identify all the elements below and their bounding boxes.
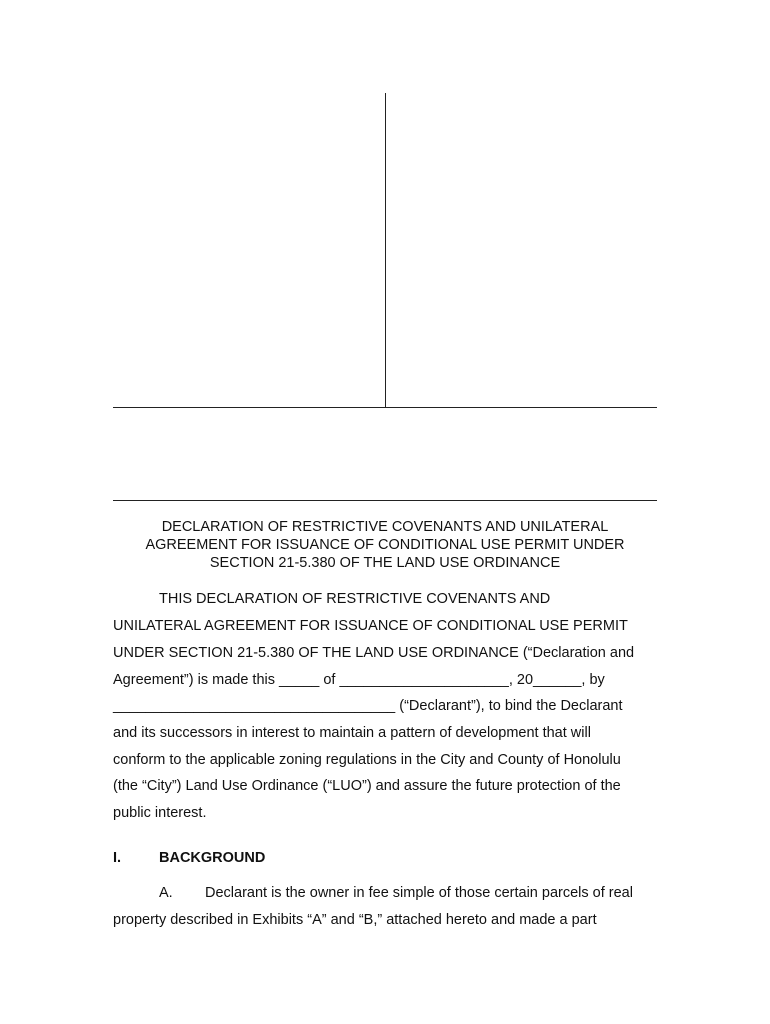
intro-line-1: THIS DECLARATION OF RESTRICTIVE COVENANTS AND [159, 591, 551, 607]
subsection-letter: A. [159, 885, 173, 901]
subsection-line-1: Declarant is the owner in fee simple of those certain parcels of real [205, 885, 633, 901]
intro-line-6: and its successors in interest to maintain a pattern of development that will [113, 725, 591, 741]
intro-line-4: Agreement”) is made this _____ of _____________________, 20______, by [113, 672, 605, 688]
intro-line-2: UNILATERAL AGREEMENT FOR ISSUANCE OF CONDITIONAL USE PERMIT [113, 618, 628, 634]
title-separator-line [113, 500, 657, 501]
title-line-1: DECLARATION OF RESTRICTIVE COVENANTS AND UNILATERAL [161, 519, 609, 535]
section-heading: BACKGROUND [159, 850, 266, 866]
recording-block-divider-vertical [385, 93, 386, 408]
intro-line-5: ___________________________________ (“Declarant”), to bind the Declarant [113, 698, 623, 714]
document-title [113, 518, 657, 572]
title-line-2: AGREEMENT FOR ISSUANCE OF CONDITIONAL USE PERMIT UNDER [145, 537, 625, 553]
subsection-line-2: property described in Exhibits “A” and “B,” attached hereto and made a part [113, 912, 597, 928]
intro-line-9: public interest. [113, 805, 207, 821]
section-number: I. [113, 850, 122, 866]
recording-block-divider-horizontal [113, 407, 657, 408]
intro-line-3: UNDER SECTION 21-5.380 OF THE LAND USE ORDINANCE (“Declaration and [113, 645, 635, 661]
title-line-3: SECTION 21-5.380 OF THE LAND USE ORDINANCE [209, 555, 561, 571]
intro-line-7: conform to the applicable zoning regulations in the City and County of Honolulu [113, 752, 621, 768]
intro-line-8: (the “City”) Land Use Ordinance (“LUO”) and assure the future protection of the [113, 778, 621, 794]
